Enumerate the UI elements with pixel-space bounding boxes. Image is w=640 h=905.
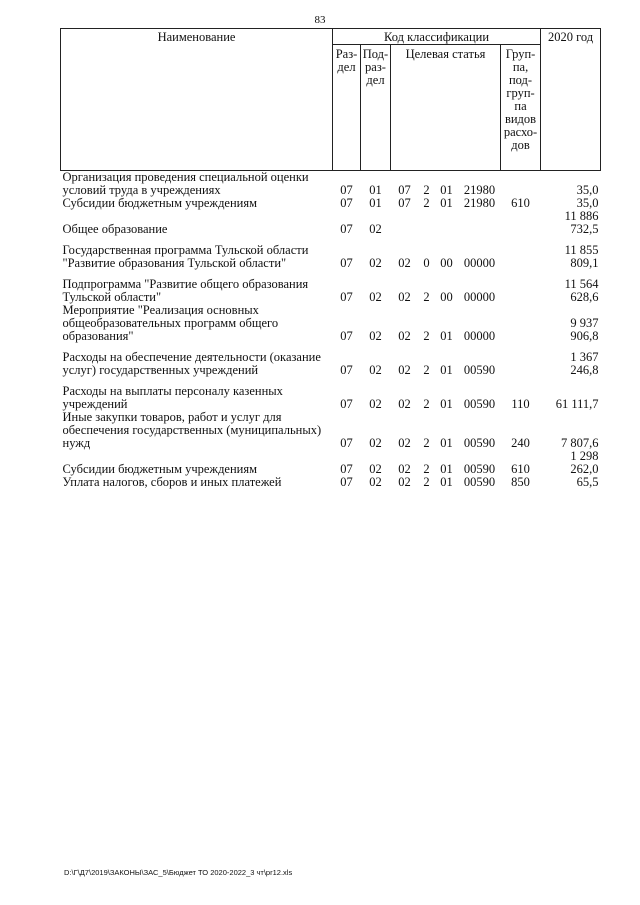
header-name: Наименование bbox=[61, 29, 333, 171]
row-razdel: 07 bbox=[340, 363, 353, 377]
row-target-direction: 21980 bbox=[463, 196, 496, 210]
row-target-subprogram: 2 bbox=[423, 183, 430, 197]
row-target-direction: 00590 bbox=[463, 462, 496, 476]
row-target-subprogram: 2 bbox=[423, 436, 430, 450]
row-expense-type: 610 bbox=[511, 462, 530, 476]
row-target-event: 00 bbox=[440, 256, 453, 270]
row-target-direction: 00000 bbox=[463, 290, 496, 304]
row-razdel: 07 bbox=[340, 222, 353, 236]
row-amount: 11 564 628,6 bbox=[564, 277, 599, 304]
table-row bbox=[61, 278, 601, 304]
row-target-direction: 00590 bbox=[463, 475, 496, 489]
row-podrazdel: 02 bbox=[369, 290, 382, 304]
table-row bbox=[61, 197, 601, 210]
row-target-program: 02 bbox=[398, 462, 411, 476]
row-razdel: 07 bbox=[340, 290, 353, 304]
row-razdel: 07 bbox=[340, 183, 353, 197]
row-target-direction: 21980 bbox=[463, 183, 496, 197]
row-podrazdel: 02 bbox=[369, 222, 382, 236]
row-expense-type: 850 bbox=[511, 475, 530, 489]
table-row bbox=[61, 171, 601, 198]
row-name: Уплата налогов, сборов и иных платежей bbox=[62, 475, 282, 489]
row-target-subprogram: 2 bbox=[423, 329, 430, 343]
table-body bbox=[61, 171, 601, 490]
row-amount: 11 855 809,1 bbox=[564, 243, 599, 270]
row-target-event: 01 bbox=[440, 397, 453, 411]
row-target-subprogram: 2 bbox=[423, 196, 430, 210]
table-row bbox=[61, 304, 601, 343]
table-row bbox=[61, 476, 601, 489]
row-expense-type bbox=[501, 244, 541, 270]
row-target-program: 02 bbox=[398, 397, 411, 411]
row-podrazdel: 01 bbox=[369, 183, 382, 197]
file-path-footer: D:\Г\Д7\2019\ЗАКОНЫ\ЗАС_5\Бюджет ТО 2020-2022_3 чт\pr12.xls bbox=[64, 868, 293, 877]
row-target-event: 01 bbox=[440, 196, 453, 210]
header-group: Груп- па, под- груп- па видов расхо- дов bbox=[501, 45, 541, 171]
row-name: Организация проведения специальной оценки условий труда в учреждениях bbox=[62, 170, 309, 197]
row-razdel: 07 bbox=[340, 397, 353, 411]
row-podrazdel: 02 bbox=[369, 475, 382, 489]
row-name: Мероприятие "Реализация основных общеобразовательных программ общего образования" bbox=[62, 303, 279, 343]
row-target-subprogram: 2 bbox=[423, 475, 430, 489]
row-name: Общее образование bbox=[62, 222, 168, 236]
row-razdel: 07 bbox=[340, 329, 353, 343]
row-expense-type bbox=[501, 278, 541, 304]
row-name: Расходы на обеспечение деятельности (оказание услуг) государственных учреждений bbox=[62, 350, 321, 377]
row-podrazdel: 02 bbox=[369, 436, 382, 450]
row-target-program: 07 bbox=[398, 183, 411, 197]
row-expense-type: 110 bbox=[511, 397, 530, 411]
row-target-program bbox=[391, 210, 419, 236]
row-target-subprogram: 2 bbox=[423, 397, 430, 411]
row-razdel: 07 bbox=[340, 462, 353, 476]
row-target-direction: 00590 bbox=[463, 436, 496, 450]
row-amount: 61 111,7 bbox=[555, 397, 599, 411]
row-target-direction: 00000 bbox=[463, 256, 496, 270]
row-expense-type bbox=[501, 171, 541, 198]
row-target-subprogram: 2 bbox=[423, 290, 430, 304]
page-number: 83 bbox=[314, 14, 326, 26]
row-name: Субсидии бюджетным учреждениям bbox=[62, 462, 258, 476]
row-target-direction: 00590 bbox=[463, 363, 496, 377]
row-target-event: 00 bbox=[440, 290, 453, 304]
row-razdel: 07 bbox=[340, 256, 353, 270]
row-expense-type: 240 bbox=[511, 436, 530, 450]
table-row bbox=[61, 450, 601, 476]
row-amount: 11 886 732,5 bbox=[564, 209, 599, 236]
row-podrazdel: 01 bbox=[369, 196, 382, 210]
header-target: Целевая статья bbox=[391, 45, 501, 171]
row-podrazdel: 02 bbox=[369, 256, 382, 270]
row-name: Расходы на выплаты персоналу казенных учреждений bbox=[62, 384, 283, 411]
row-target-event: 01 bbox=[440, 436, 453, 450]
row-amount: 7 807,6 bbox=[561, 436, 599, 450]
table-row bbox=[61, 210, 601, 236]
table-row bbox=[61, 244, 601, 270]
row-podrazdel: 02 bbox=[369, 363, 382, 377]
row-podrazdel: 02 bbox=[369, 462, 382, 476]
row-name: Субсидии бюджетным учреждениям bbox=[62, 196, 258, 210]
row-amount: 35,0 bbox=[576, 196, 599, 210]
row-expense-type bbox=[501, 210, 541, 236]
row-expense-type: 610 bbox=[511, 196, 530, 210]
header-podrazdel: Под- раз- дел bbox=[361, 45, 391, 171]
row-target-program: 07 bbox=[398, 196, 411, 210]
row-podrazdel: 02 bbox=[369, 329, 382, 343]
row-expense-type bbox=[501, 351, 541, 377]
row-name: Иные закупки товаров, работ и услуг для обеспечения государственных (муниципальных) нужд bbox=[62, 410, 322, 450]
table-row bbox=[61, 351, 601, 377]
row-amount: 65,5 bbox=[576, 475, 599, 489]
row-name: Государственная программа Тульской области "Развитие образования Тульской области" bbox=[62, 243, 309, 270]
row-razdel: 07 bbox=[340, 436, 353, 450]
row-razdel: 07 bbox=[340, 196, 353, 210]
row-amount: 1 367 246,8 bbox=[570, 350, 599, 377]
row-amount: 35,0 bbox=[576, 183, 599, 197]
row-podrazdel: 02 bbox=[369, 397, 382, 411]
header-razdel: Раз- дел bbox=[333, 45, 361, 171]
table-row bbox=[61, 385, 601, 411]
budget-table bbox=[60, 28, 601, 489]
row-expense-type bbox=[501, 304, 541, 343]
row-target-event: 01 bbox=[440, 475, 453, 489]
row-target-event: 01 bbox=[440, 363, 453, 377]
header-year: 2020 год bbox=[541, 29, 601, 171]
row-target-event: 01 bbox=[440, 329, 453, 343]
row-target-subprogram: 2 bbox=[423, 462, 430, 476]
row-target-program: 02 bbox=[398, 475, 411, 489]
row-target-event bbox=[435, 210, 459, 236]
row-target-program: 02 bbox=[398, 256, 411, 270]
row-razdel: 07 bbox=[340, 475, 353, 489]
row-target-event: 01 bbox=[440, 462, 453, 476]
row-target-subprogram bbox=[419, 210, 435, 236]
row-target-program: 02 bbox=[398, 290, 411, 304]
row-target-program: 02 bbox=[398, 329, 411, 343]
row-target-program: 02 bbox=[398, 363, 411, 377]
row-target-event: 01 bbox=[440, 183, 453, 197]
row-target-direction: 00000 bbox=[463, 329, 496, 343]
row-name: Подпрограмма "Развитие общего образования Тульской области" bbox=[62, 277, 309, 304]
row-target-program: 02 bbox=[398, 436, 411, 450]
row-target-subprogram: 0 bbox=[423, 256, 430, 270]
row-target-subprogram: 2 bbox=[423, 363, 430, 377]
row-amount: 9 937 906,8 bbox=[570, 316, 599, 343]
table-row bbox=[61, 411, 601, 450]
header-code-group: Код классификации bbox=[333, 29, 541, 45]
row-amount: 1 298 262,0 bbox=[570, 449, 599, 476]
row-target-direction: 00590 bbox=[463, 397, 496, 411]
row-target-direction bbox=[459, 210, 501, 236]
